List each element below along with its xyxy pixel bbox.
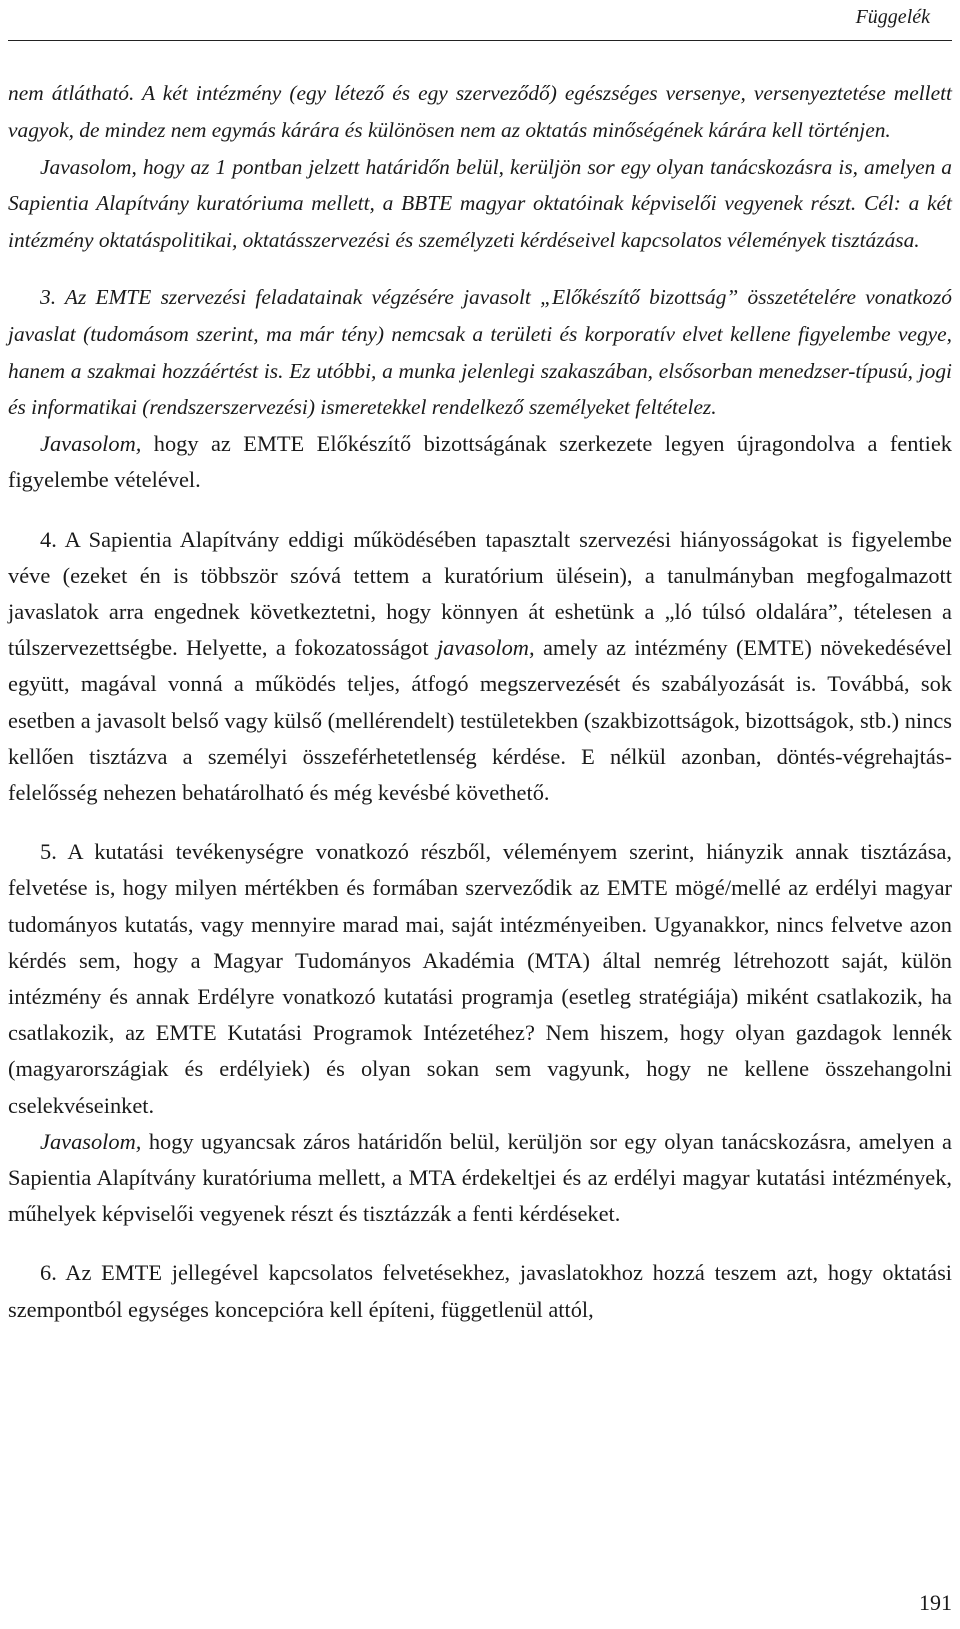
- proposal-keyword: Javasolom,: [40, 1128, 142, 1154]
- paragraph-proposal-research: [8, 1124, 952, 1233]
- page-number: 191: [919, 1590, 952, 1615]
- paragraph-point-6: 6. Az EMTE jellegével kapcsolatos felvetésekhez, javaslatokhoz hozzá teszem azt, hogy oktatási szempontból egységes koncepcióra kell építeni, függetlenül attól,: [8, 1260, 952, 1322]
- paragraph-text: amely az intézmény (EMTE) növekedésével együtt, magával vonná a működés teljes, átfogó megszervezését és szabályozását is. Továbbá, sok esetben a javasolt belső vagy külső (mellérendelt) testületekben (szakbizottságok, bizottságok, stb.) nincs kellően tisztázva a személyi összeférhetetlenség kérdése. E nélkül azonban, döntés-végrehajtás-felelősség nehezen behatárolható és még kevésbé követhető.: [8, 635, 952, 805]
- running-header: Függelék: [855, 6, 930, 28]
- paragraph-text: 4. A Sapientia Alapítvány eddigi működésében tapasztalt szervezési hiányosságokat is figyelembe véve (ezeket én is többször szóvá tettem a kuratórium ülésein), a tanulmányban megfogalmazott javaslatok arra engednek következtetni, hogy könnyen át eshetünk a „ló túlsó oldalára”, tételesen a túlszervezettségbe. Helyette, a fokozatosságot: [8, 526, 952, 661]
- proposal-keyword: Javasolom,: [40, 431, 142, 457]
- proposal-keyword: javasolom,: [436, 635, 535, 661]
- header-rule: [8, 40, 952, 41]
- paragraph-text: hogy ugyancsak záros határidőn belül, kerüljön sor egy olyan tanácskozásra, amelyen a Sapientia Alapítvány kuratóriuma mellett, a MTA érdekeltjei és az erdélyi magyar kutatási intézmények, műhelyek képviselői vegyenek részt és tisztázzák a fenti kérdéseket.: [8, 1128, 952, 1227]
- paragraph-proposal-committee: [8, 426, 952, 498]
- paragraph-point-3: 3. Az EMTE szervezési feladatainak végzésére javasolt „Előkészítő bizottság” összetételére vonatkozó javaslat (tudomásom szerint, ma már tény) nemcsak a területi és korporatív elvet kellene figyelembe vegye, hanem a szakmai hozzáértést is. Ez utóbbi, a munka jelenlegi szakaszában, elsősorban menedzser-típusú, jogi és informatikai (rendszerszervezési) ismeretekkel rendelkező személyeket feltételez.: [8, 284, 952, 420]
- paragraph-intro: nem átlátható. A két intézmény (egy létező és egy szerveződő) egészséges versenye, versenyeztetése mellett vagyok, de mindez nem egymás kárára és különösen nem az oktatás minőségének kárára kell történjen.: [8, 81, 952, 142]
- body-text: [8, 75, 952, 1328]
- paragraph-point-5: 5. A kutatási tevékenységre vonatkozó részből, véleményem szerint, hiányzik annak tisztázása, felvetése is, hogy milyen mértékben és formában szerveződik az EMTE mögé/mellé az erdélyi magyar tudományos kutatás, vagy mennyire marad mai, saját intézményeiben. Ugyanakkor, nincs felvetve azon kérdés sem, hogy a Magyar Tudományos Akadémia (MTA) által nemrég létrehozott saját, külön intézmény és annak Erdélyre vonatkozó kutatási programja (esetleg stratégiája) miként csatlakozik, ha csatlakozik, az EMTE Kutatási Programok Intézetéhez? Nem hiszem, hogy olyan gazdagok lennék (magyarországiak és erdélyiek) és olyan sokan sem vagyunk, hogy ne kellene összehangolni cselekvéseinket.: [8, 839, 952, 1118]
- paragraph-proposal-consultation: Javasolom, hogy az 1 pontban jelzett határidőn belül, kerüljön sor egy olyan tanácskozásra is, amelyen a Sapientia Alapítvány kuratóriuma mellett, a BBTE magyar oktatóinak képviselői vegyenek részt. Cél: a két intézmény oktatáspolitikai, oktatásszervezési és személyzeti kérdéseivel kapcsolatos vélemények tisztázása.: [8, 154, 952, 253]
- paragraph-text: hogy az EMTE Előkészítő bizottságának szerkezete legyen újragondolva a fentiek figyelembe vételével.: [8, 431, 952, 493]
- paragraph-point-4: [8, 522, 952, 812]
